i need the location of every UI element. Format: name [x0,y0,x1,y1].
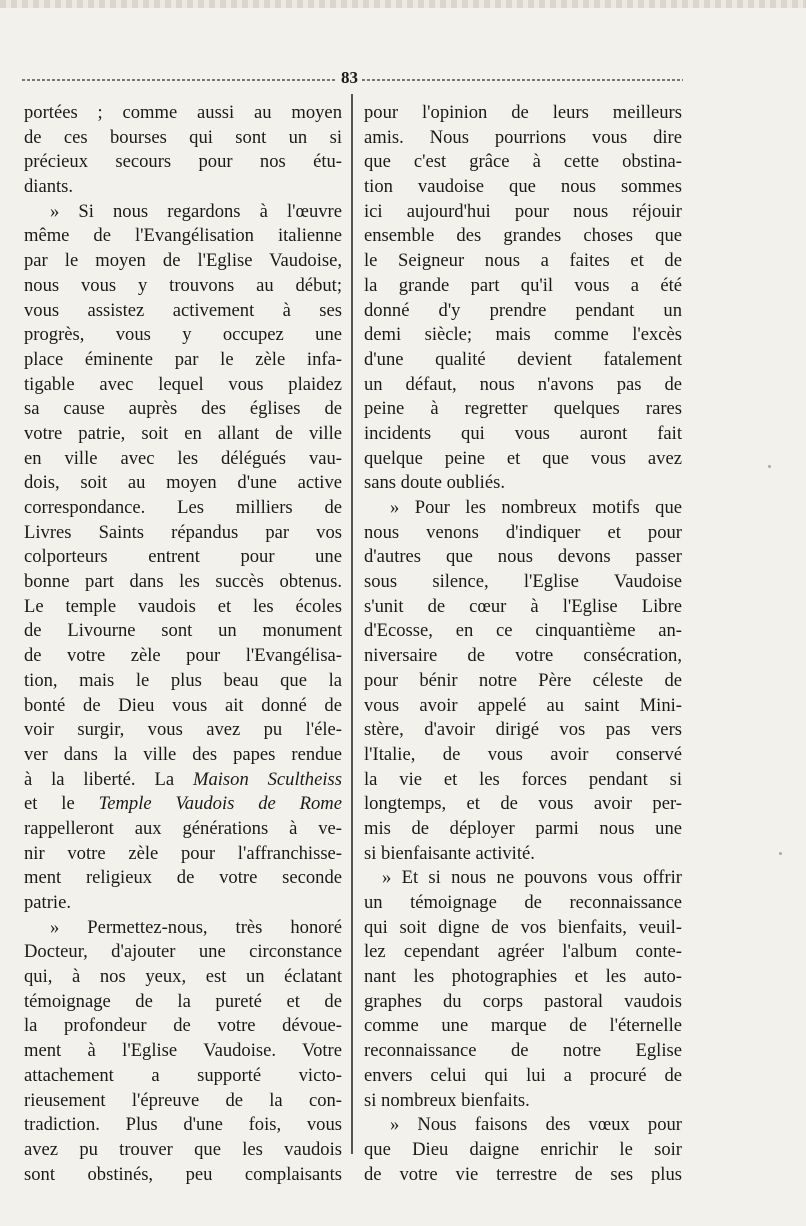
text-line: et le Temple Vaudois de Rome [24,793,342,815]
text-line: de Livourne sont un monument [24,620,342,642]
text-line: tion, mais le plus beau que la [24,669,342,691]
text-line: vous avoir appelé au saint Mini- [364,694,682,716]
text-line: stère, d'avoir dirigé vos pas vers [364,719,682,741]
text-line: nant les photographies et les auto- [364,966,682,988]
text-line: l'Italie, de vous avoir conservé [364,743,682,765]
text-line: tion vaudoise que nous sommes [364,176,682,198]
text-line: qui, à nos yeux, est un éclatant [24,966,342,988]
text-line: le Seigneur nous a faites et de [364,250,682,272]
text-line: diants. [24,176,74,198]
text-line: un défaut, nous n'avons pas de [364,373,682,395]
header-rule-right [362,79,683,81]
page-top-edge [0,0,806,8]
text-line: nous vous y trouvons au début; [24,274,342,296]
paper-speck [768,465,771,468]
text-line: mis de déployer parmi nous une [364,817,682,839]
text-line: la profondeur de votre dévoue- [24,1015,342,1037]
text-line: Livres Saints répandus par vos [24,521,342,543]
text-line: avez pu trouver que les vaudois [24,1138,342,1160]
text-line: rappelleront aux générations à ve- [24,817,342,839]
text-line: » Nous faisons des vœux pour [390,1114,682,1136]
text-line: incidents qui vous auront fait [364,422,682,444]
text-line: » Pour les nombreux motifs que [390,497,682,518]
text-line: en ville avec les délégués vau- [24,447,342,469]
text-line: qui soit digne de vos bienfaits, veuil- [364,916,682,938]
text-line: progrès, vous y occupez une [24,324,342,346]
text-line: longtemps, et de vous avoir per- [364,793,682,815]
text-line: correspondance. Les milliers de [24,497,342,518]
text-line: d'Ecosse, en ce cinquantième an- [364,620,682,642]
text-line: reconnaissance de notre Eglise [364,1040,682,1062]
text-line: » Permettez-nous, très honoré [50,916,342,938]
text-line: même de l'Evangélisation italienne [24,225,342,247]
text-line: portées ; comme aussi au moyen [24,102,342,123]
text-line: ment religieux de votre seconde [24,867,342,889]
text-line: » Si nous regardons à l'œuvre [50,200,342,222]
text-line: tradiction. Plus d'une fois, vous [24,1114,342,1136]
right-column [364,101,682,1187]
text-line: que c'est grâce à cette obstina- [364,151,682,173]
page-number: 83 [341,68,358,87]
text-line: Le temple vaudois et les écoles [24,595,342,617]
text-line: pour bénir notre Père céleste de [364,669,682,691]
text-line: lez cependant agréer l'album conte- [364,941,682,963]
text-line: graphes du corps pastoral vaudois [364,990,682,1012]
text-line: si nombreux bienfaits. [364,1089,530,1111]
text-line: à la liberté. La Maison Scultheiss [24,768,342,790]
text-line: par le moyen de l'Eglise Vaudoise, [24,250,342,272]
text-line: nous venons d'indiquer et pour [364,521,682,543]
text-line: dois, soit au moyen d'une active [24,472,342,494]
left-column [24,101,342,1187]
text-line: de votre zèle pour l'Evangélisa- [24,645,342,667]
text-line: bonté de Dieu vous ait donné de [24,694,342,716]
text-line: colporteurs entrent pour une [24,546,342,568]
text-line: patrie. [24,892,71,913]
text-line: si bienfaisante activité. [364,842,535,864]
text-line: ment à l'Eglise Vaudoise. Votre [24,1040,342,1062]
text-line: pour l'opinion de leurs meilleurs [364,102,682,123]
text-line: sa cause auprès des églises de [24,398,342,420]
header-rule-left [22,79,337,81]
text-line: place éminente par le zèle infa- [24,348,342,370]
text-line: que Dieu daigne enrichir le soir [364,1138,682,1160]
text-line: quelque peine et que vous avez [364,447,682,469]
text-line: ver dans la ville des papes rendue [24,743,342,765]
text-line: précieux secours pour nos étu- [24,151,342,173]
text-line: envers celui qui lui a procuré de [364,1064,682,1086]
column-divider [351,94,353,1154]
text-line: s'unit de cœur à l'Eglise Libre [364,595,682,617]
text-line: sont obstinés, peu complaisants [24,1163,342,1185]
text-line: bonne part dans les succès obtenus. [24,571,342,593]
paper-speck [779,852,782,855]
text-line: attachement a supporté victo- [24,1064,342,1086]
text-line: niversaire de votre consécration, [364,645,682,667]
text-line: ici aujourd'hui pour nous réjouir [364,200,682,222]
text-line: sous silence, l'Eglise Vaudoise [364,571,682,593]
text-line: tigable avec lequel vous plaidez [24,373,342,395]
text-line: demi siècle; mais comme l'excès [364,324,682,346]
text-line: donné d'y prendre pendant un [364,299,682,321]
text-line: d'une qualité devient fatalement [364,348,682,370]
text-line: sans doute oubliés. [364,472,505,494]
text-line: un témoignage de reconnaissance [364,892,682,913]
text-line: ensemble des grandes choses que [364,225,682,247]
text-line: amis. Nous pourrions vous dire [364,126,682,148]
text-line: votre patrie, soit en allant de ville [24,422,342,444]
text-line: vous assistez activement à ses [24,299,342,321]
text-line: rieusement l'épreuve de la con- [24,1089,342,1111]
text-line: voir surgir, vous avez pu l'éle- [24,719,342,741]
text-line: la grande part qu'il vous a été [364,274,682,296]
text-line: la vie et les forces pendant si [364,768,682,790]
text-line: » Et si nous ne pouvons vous offrir [382,867,682,889]
text-line: comme une marque de l'éternelle [364,1015,682,1037]
text-line: de votre vie terrestre de ses plus [364,1163,682,1185]
text-line: témoignage de la pureté et de [24,990,342,1012]
text-line: nir votre zèle pour l'affranchisse- [24,842,342,864]
text-line: Docteur, d'ajouter une circonstance [24,941,342,963]
text-line: de ces bourses qui sont un si [24,126,342,148]
text-line: d'autres que nous devons passer [364,546,682,568]
text-line: peine à regretter quelques rares [364,398,682,420]
